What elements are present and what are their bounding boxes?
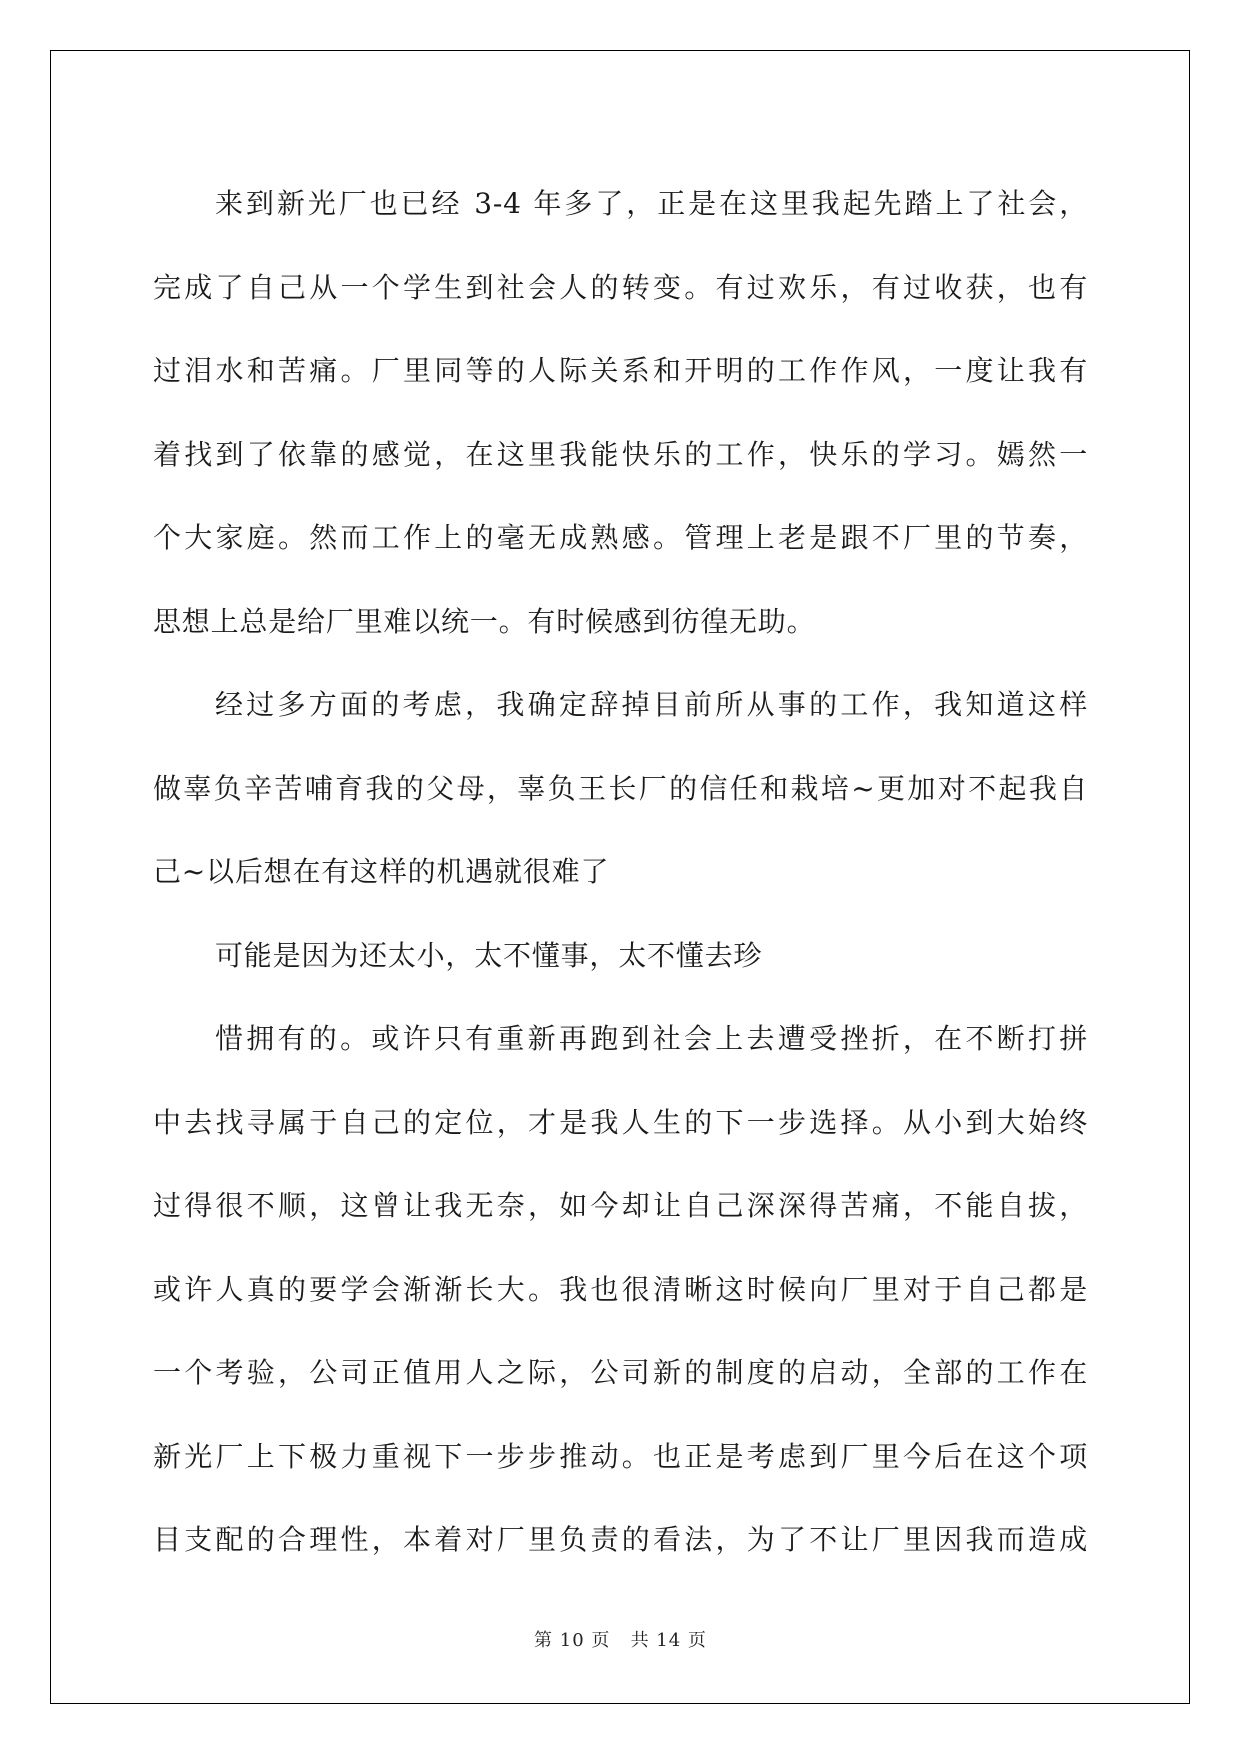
text-line: 过得很不顺，这曾让我无奈，如今却让自己深深得苦痛，不能自拔， [153,1189,1088,1222]
text-line: 新光厂上下极力重视下一步步推动。也正是考虑到厂里今后在这个项 [153,1439,1088,1473]
text-line: 可能是因为还太小，太不懂事，太不懂去珍 [215,938,763,972]
text-line: 来到新光厂也已经 3-4 年多了，正是在这里我起先踏上了社会， [215,187,1088,220]
text-line: 做辜负辛苦哺育我的父母，辜负王长厂的信任和栽培~更加对不起我自 [153,771,1088,805]
text-line: 一个考验，公司正值用人之际，公司新的制度的启动，全部的工作在 [153,1356,1088,1389]
text-line: 惜拥有的。或许只有重新再跑到社会上去遭受挫折，在不断打拼 [215,1022,1088,1055]
text-line: 完成了自己从一个学生到社会人的转变。有过欢乐，有过收获，也有 [153,270,1088,304]
text-line: 己~以后想在有这样的机遇就很难了 [153,855,610,888]
page-total: 共 14 页 [630,1630,707,1651]
document-body [153,162,1088,1582]
text-line: 思想上总是给厂里难以统一。有时候感到彷徨无助。 [153,604,816,638]
text-line: 或许人真的要学会渐渐长大。我也很清晰这时候向厂里对于自己都是 [153,1272,1088,1306]
text-line: 中去找寻属于自己的定位，才是我人生的下一步选择。从小到大始终 [153,1105,1088,1139]
text-line: 过泪水和苦痛。厂里同等的人际关系和开明的工作作风，一度让我有 [153,354,1088,387]
text-line: 经过多方面的考虑，我确定辞掉目前所从事的工作，我知道这样 [215,688,1088,721]
page-number: 第 10 页 [534,1630,611,1651]
text-line: 着找到了依靠的感觉，在这里我能快乐的工作，快乐的学习。嫣然一 [153,437,1088,471]
text-line: 目支配的合理性，本着对厂里负责的看法，为了不让厂里因我而造成 [153,1523,1088,1556]
text-line: 个大家庭。然而工作上的毫无成熟感。管理上老是跟不厂里的节奏， [153,521,1088,554]
page-footer [0,1626,1241,1652]
